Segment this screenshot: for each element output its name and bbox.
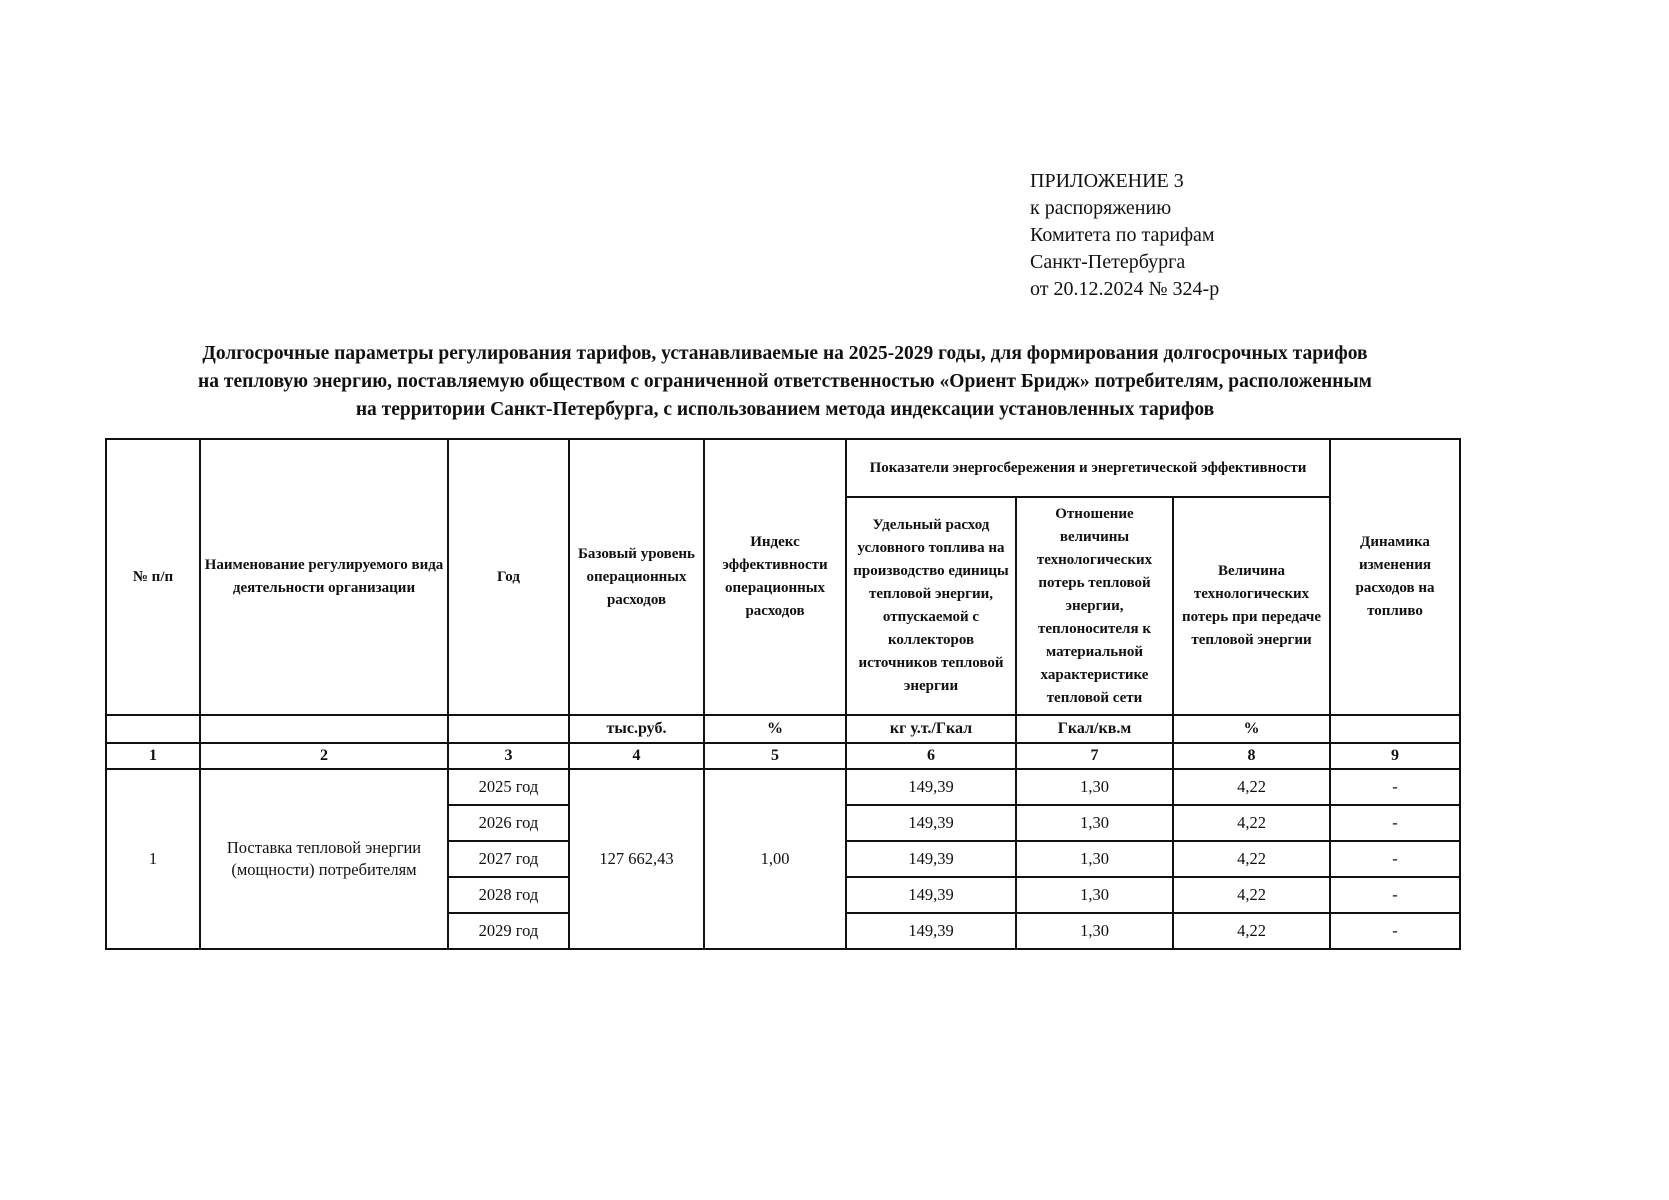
unit-base-opex: тыс.руб. — [569, 715, 704, 743]
tech-losses-cell: 4,22 — [1173, 877, 1330, 913]
loss-ratio-cell: 1,30 — [1016, 769, 1173, 805]
fuel-dynamics-cell: - — [1330, 913, 1460, 949]
header-name: Наименование регулируемого вида деятельности организации — [200, 439, 448, 715]
tech-losses-cell: 4,22 — [1173, 841, 1330, 877]
title-line-1: Долгосрочные параметры регулирования тарифов, устанавливаемые на 2025-2029 годы, для формирования долгосрочных тарифов — [202, 343, 1368, 364]
column-number: 2 — [200, 743, 448, 769]
unit-loss-ratio: Гкал/кв.м — [1016, 715, 1173, 743]
appendix-title: ПРИЛОЖЕНИЕ 3 — [1030, 170, 1184, 192]
base-opex-value: 127 662,43 — [569, 769, 704, 949]
loss-ratio-cell: 1,30 — [1016, 841, 1173, 877]
column-number: 7 — [1016, 743, 1173, 769]
year-cell: 2026 год — [448, 805, 569, 841]
unit-empty — [200, 715, 448, 743]
appendix-ref: к распоряжению — [1030, 197, 1172, 219]
unit-empty — [448, 715, 569, 743]
efficiency-index-value: 1,00 — [704, 769, 846, 949]
year-cell: 2028 год — [448, 877, 569, 913]
fuel-dynamics-cell: - — [1330, 877, 1460, 913]
header-energy-group: Показатели энергосбережения и энергетической эффективности — [846, 439, 1330, 497]
column-number: 3 — [448, 743, 569, 769]
header-base-opex: Базовый уровень операционных расходов — [569, 439, 704, 715]
unit-empty — [106, 715, 200, 743]
unit-empty — [1330, 715, 1460, 743]
header-year: Год — [448, 439, 569, 715]
tech-losses-cell: 4,22 — [1173, 805, 1330, 841]
column-number: 4 — [569, 743, 704, 769]
row-number: 1 — [106, 769, 200, 949]
column-number: 6 — [846, 743, 1016, 769]
activity-name: Поставка тепловой энергии (мощности) потребителям — [200, 769, 448, 949]
header-efficiency-index: Индекс эффективности операционных расходов — [704, 439, 846, 715]
column-number: 1 — [106, 743, 200, 769]
loss-ratio-cell: 1,30 — [1016, 913, 1173, 949]
tech-losses-cell: 4,22 — [1173, 913, 1330, 949]
unit-fuel-consumption: кг у.т./Гкал — [846, 715, 1016, 743]
header-fuel-consumption: Удельный расход условного топлива на производство единицы тепловой энергии, отпускаемой с коллекторов источников тепловой энергии — [846, 497, 1016, 715]
fuel-consumption-cell: 149,39 — [846, 769, 1016, 805]
parameters-table — [105, 438, 1461, 950]
fuel-consumption-cell: 149,39 — [846, 877, 1016, 913]
column-number: 9 — [1330, 743, 1460, 769]
year-cell: 2029 год — [448, 913, 569, 949]
title-line-2: на тепловую энергию, поставляемую обществом с ограниченной ответственностью «Ориент Бридж» потребителям, расположенным — [198, 371, 1372, 392]
appendix-date: от 20.12.2024 № 324-р — [1030, 278, 1220, 300]
year-cell: 2027 год — [448, 841, 569, 877]
appendix-block — [1030, 168, 1219, 303]
appendix-committee: Комитета по тарифам — [1030, 224, 1215, 246]
fuel-consumption-cell: 149,39 — [846, 805, 1016, 841]
column-number: 5 — [704, 743, 846, 769]
tech-losses-cell: 4,22 — [1173, 769, 1330, 805]
appendix-city: Санкт-Петербурга — [1030, 251, 1186, 273]
header-loss-ratio: Отношение величины технологических потерь тепловой энергии, теплоносителя к материальной характеристике тепловой сети — [1016, 497, 1173, 715]
fuel-dynamics-cell: - — [1330, 841, 1460, 877]
header-tech-losses: Величина технологических потерь при передаче тепловой энергии — [1173, 497, 1330, 715]
unit-efficiency-index: % — [704, 715, 846, 743]
header-fuel-dynamics: Динамика изменения расходов на топливо — [1330, 439, 1460, 715]
fuel-dynamics-cell: - — [1330, 769, 1460, 805]
document-title — [100, 340, 1470, 424]
title-line-3: на территории Санкт-Петербурга, с использованием метода индексации установленных тарифов — [355, 399, 1215, 420]
loss-ratio-cell: 1,30 — [1016, 877, 1173, 913]
column-number: 8 — [1173, 743, 1330, 769]
unit-tech-losses: % — [1173, 715, 1330, 743]
header-num: № п/п — [106, 439, 200, 715]
fuel-dynamics-cell: - — [1330, 805, 1460, 841]
fuel-consumption-cell: 149,39 — [846, 913, 1016, 949]
year-cell: 2025 год — [448, 769, 569, 805]
loss-ratio-cell: 1,30 — [1016, 805, 1173, 841]
fuel-consumption-cell: 149,39 — [846, 841, 1016, 877]
